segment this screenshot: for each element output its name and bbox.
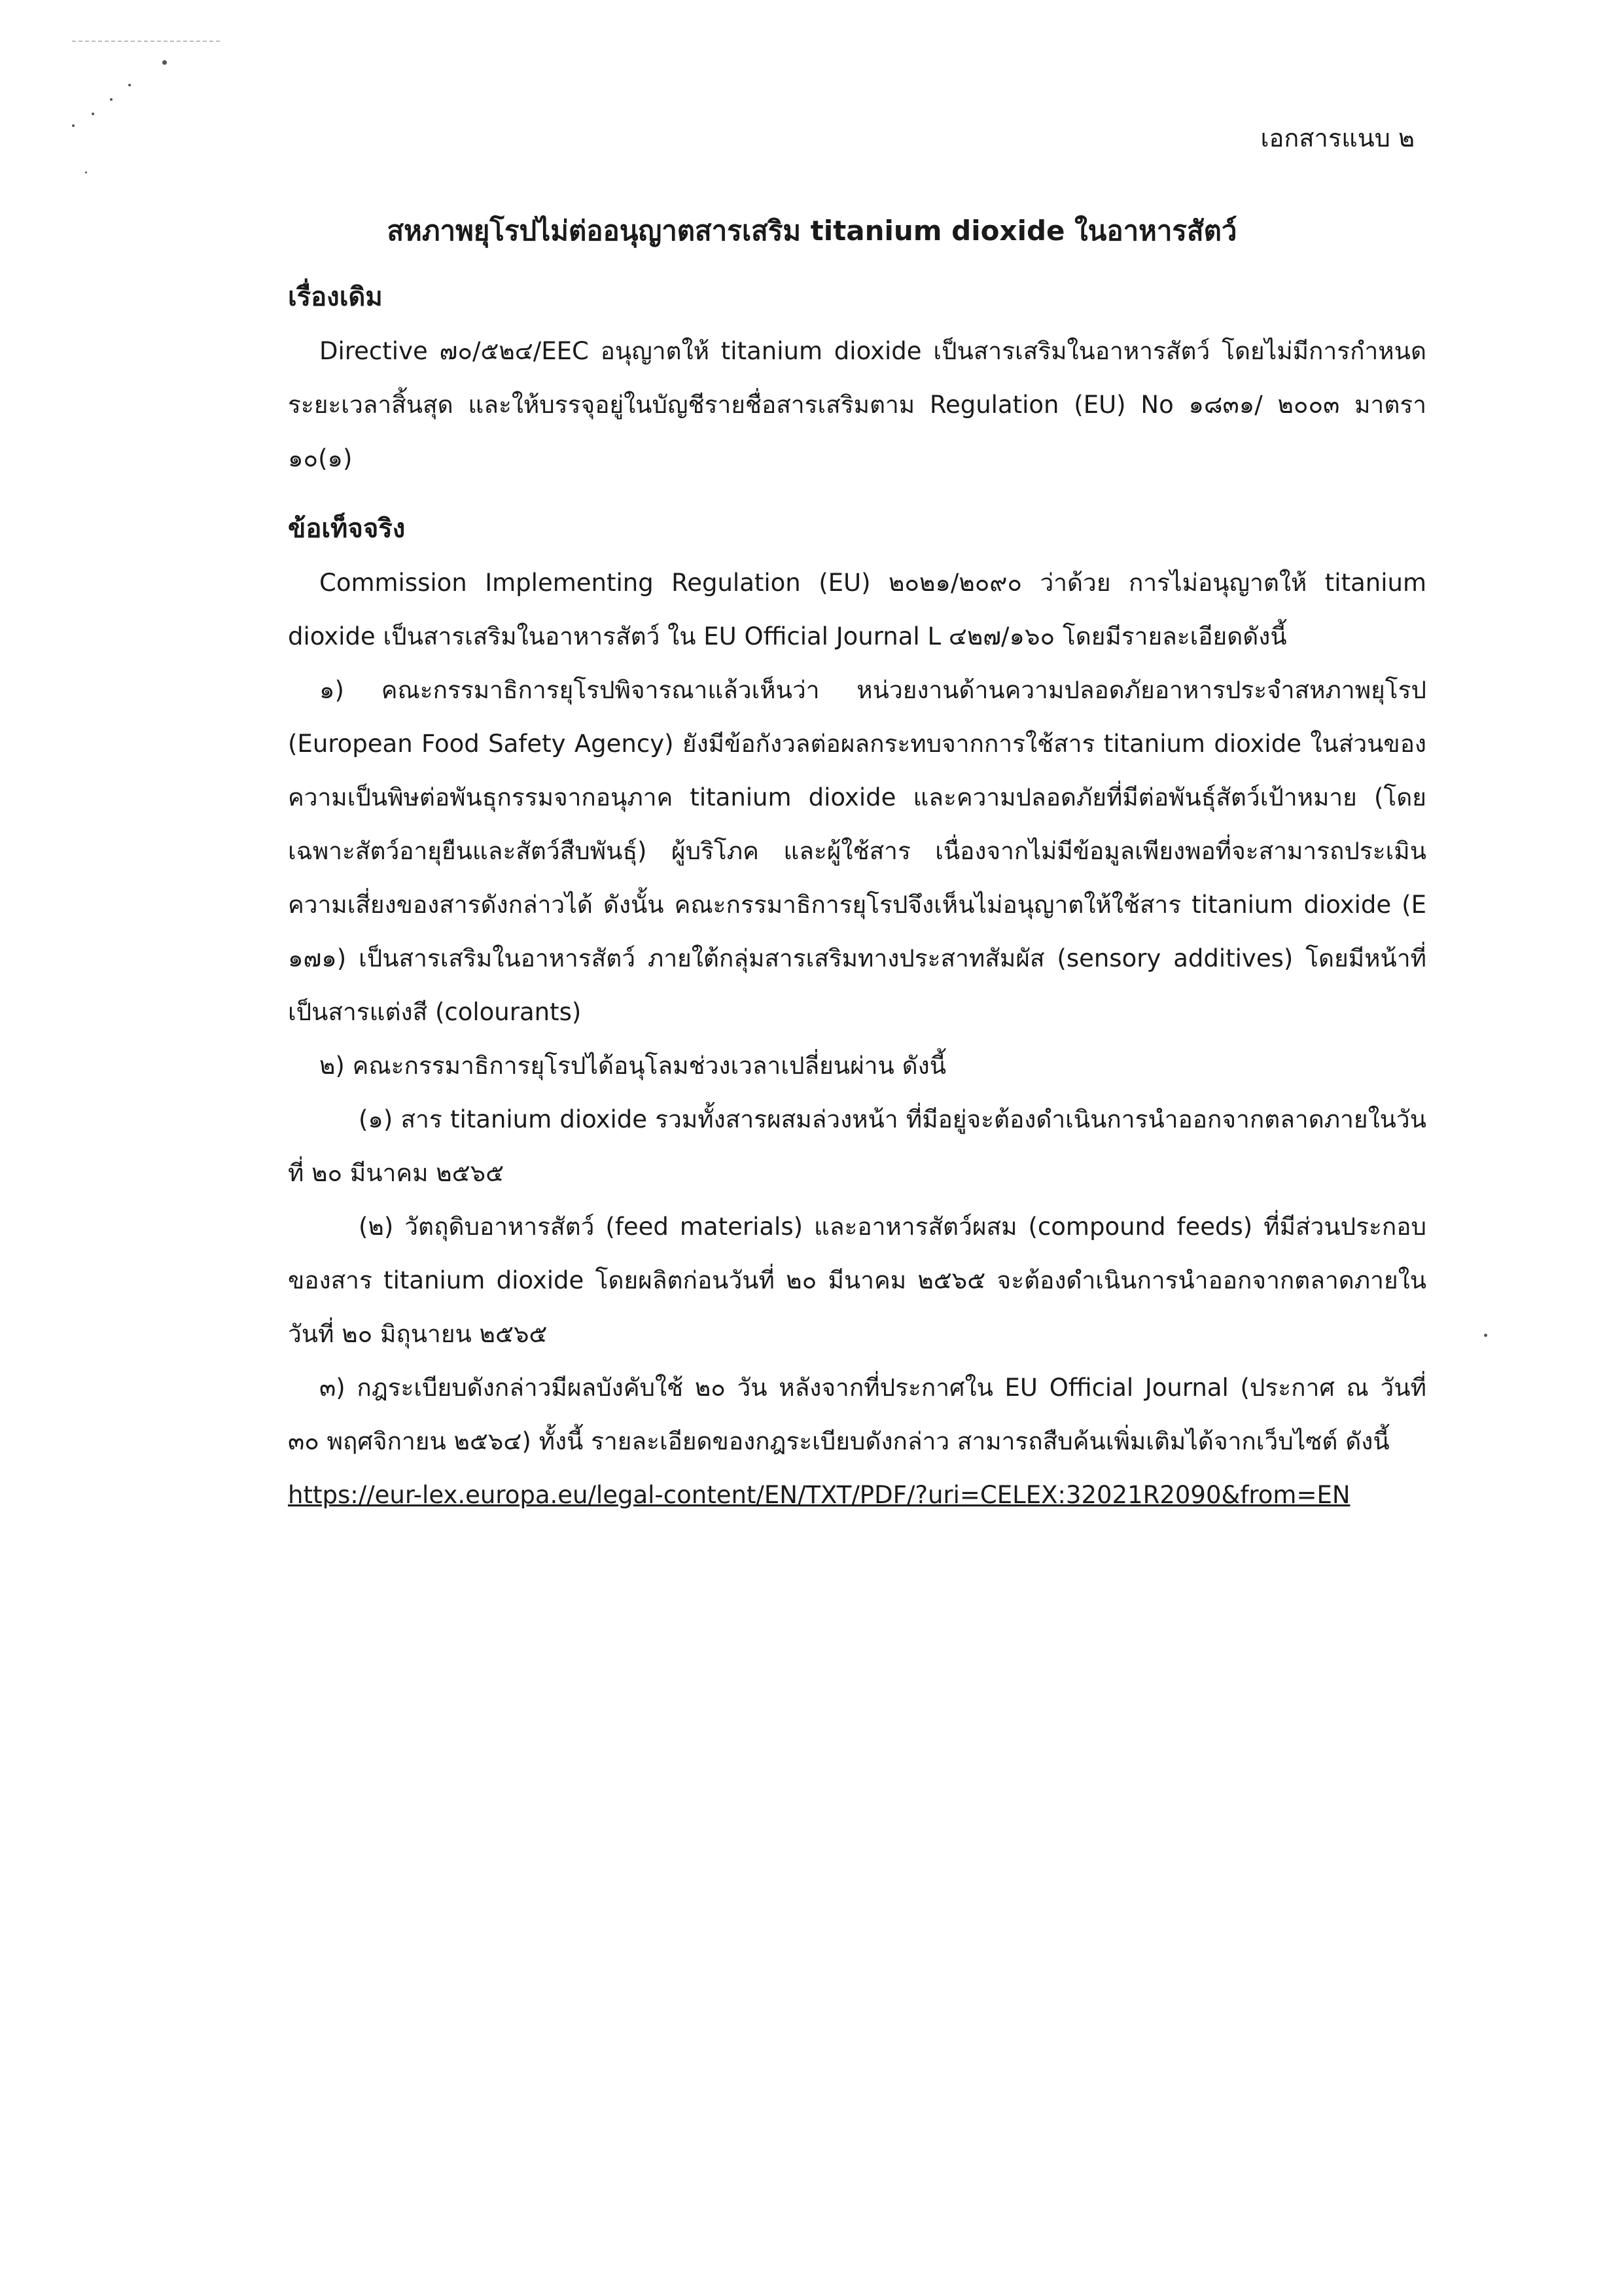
facts-item-1: ๑) คณะกรรมาธิการยุโรปพิจารณาแล้วเห็นว่า หน่วยงานด้านความปลอดภัยอาหารประจำสหภาพยุโรป (European Food Safety Agency) ยังมีข้อกังวลต่อผลกระทบจากการใช้สาร titanium dioxide ในส่วนของความเป็นพิษต่อพันธุกรรมจากอนุภาค titanium dioxide และความปลอดภัยที่มีต่อพันธุ์สัตว์เป้าหมาย (โดยเฉพาะสัตว์อายุยืนและสัตว์สืบพันธุ์) ผู้บริโภค และผู้ใช้สาร เนื่องจากไม่มีข้อมูลเพียงพอที่จะสามารถประเมินความเสี่ยงของสารดังกล่าวได้ ดังนั้น คณะกรรมาธิการยุโรปจึงเห็นไม่อนุญาตให้ใช้สาร titanium dioxide (E ๑๗๑) เป็นสารเสริมในอาหารสัตว์ ภายใต้กลุ่มสารเสริมทางประสาทสัมผัส (sensory additives) โดยมีหน้าที่เป็นสารแต่งสี (colourants) xyxy=(288,676,1426,1026)
facts-heading: ข้อเท็จจริง xyxy=(288,514,406,544)
facts-intro-paragraph: Commission Implementing Regulation (EU) ๒๐๒๑/๒๐๙๐ ว่าด้วย การไม่อนุญาตให้ titanium dioxide เป็นสารเสริมในอาหารสัตว์ ใน EU Official Journal L ๔๒๗/๑๖๐ โดยมีรายละเอียดดังนี้ xyxy=(288,569,1426,650)
scan-artifact-line xyxy=(72,41,222,42)
scan-artifact-speck xyxy=(85,171,87,173)
background-heading: เรื่องเดิม xyxy=(288,282,383,312)
document-body xyxy=(288,270,1426,1522)
scan-artifact-speck xyxy=(128,84,131,86)
document-title: สหภาพยุโรปไม่ต่ออนุญาตสารเสริม titanium dioxide ในอาหารสัตว์ xyxy=(387,215,1237,247)
facts-item-2-1: (๑) สาร titanium dioxide รวมทั้งสารผสมล่วงหน้า ที่มีอยู่จะต้องดำเนินการนำออกจากตลาดภายในวันที่ ๒๐ มีนาคม ๒๕๖๕ xyxy=(288,1105,1426,1187)
background-paragraph: Directive ๗๐/๕๒๔/EEC อนุญาตให้ titanium dioxide เป็นสารเสริมในอาหารสัตว์ โดยไม่มีการกำหนดระยะเวลาสิ้นสุด และให้บรรจุอยู่ในบัญชีรายชื่อสารเสริมตาม Regulation (EU) No ๑๘๓๑/ ๒๐๐๓ มาตรา ๑๐(๑) xyxy=(288,337,1426,472)
facts-item-2: ๒) คณะกรรมาธิการยุโรปได้อนุโลมช่วงเวลาเปลี่ยนผ่าน ดังนี้ xyxy=(319,1052,946,1080)
scan-artifact-speck xyxy=(1484,1334,1487,1337)
facts-item-2-2: (๒) วัตถุดิบอาหารสัตว์ (feed materials) และอาหารสัตว์ผสม (compound feeds) ที่มีส่วนประกอบของสาร titanium dioxide โดยผลิตก่อนวันที่ ๒๐ มีนาคม ๒๕๖๕ จะต้องดำเนินการนำออกจากตลาดภายในวันที่ ๒๐ มิถุนายน ๒๕๖๕ xyxy=(288,1213,1426,1348)
facts-item-3: ๓) กฎระเบียบดังกล่าวมีผลบังคับใช้ ๒๐ วัน หลังจากที่ประกาศใน EU Official Journal (ประกาศ ณ วันที่ ๓๐ พฤศจิกายน ๒๕๖๔) ทั้งนี้ รายละเอียดของกฎระเบียบดังกล่าว สามารถสืบค้นเพิ่มเติมได้จากเว็บไซต์ ดังนี้ xyxy=(288,1374,1426,1455)
scan-artifact-speck xyxy=(72,124,75,127)
scan-artifact-speck xyxy=(110,98,113,101)
scan-artifact-speck xyxy=(162,60,167,65)
scan-artifact-speck xyxy=(92,113,94,115)
regulation-link[interactable]: https://eur-lex.europa.eu/legal-content/EN/TXT/PDF/?uri=CELEX:32021R2090&from=EN xyxy=(288,1481,1350,1509)
attachment-label: เอกสารแนบ ๒ xyxy=(1260,124,1415,152)
